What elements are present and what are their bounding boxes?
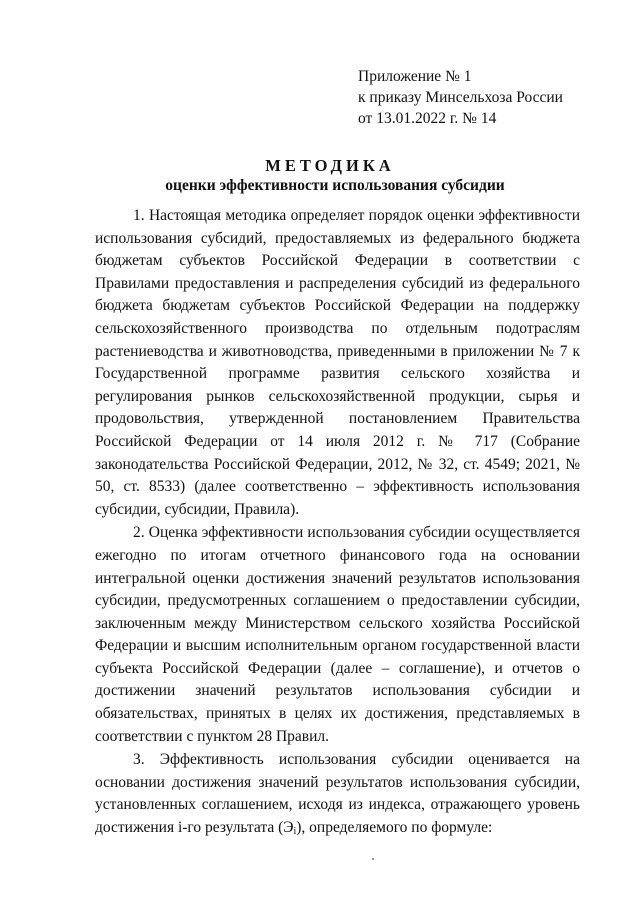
index-subscript: i <box>293 826 297 838</box>
scan-speck <box>372 858 374 860</box>
index-symbol: Э <box>283 819 294 837</box>
document-title: МЕТОДИКА <box>265 156 395 175</box>
paragraph-3-tail: ), определяемого по формуле: <box>296 819 493 837</box>
paragraph-1: 1. Настоящая методика определяет порядок оценки эффективности использования субсидий, предоставляемых из федерального бюджета бюджетам субъектов Российской Федерации в соответствии с Правилами предоставления и распределения субсидий из федерального бюджета бюджетам субъектов Российской Федерации на поддержку сельскохозяйственного производства по отдельным подотраслям растениеводства и животноводства, приведенными в приложении № 7 к Государственной программе развития сельского хозяйства и регулирования рынков сельскохозяйственной продукции, сырья и продовольствия, утвержденной постановлением Правительства Российской Федерации от 14 июля 2012 г. № 717 (Собрание законодательства Российской Федерации, 2012, № 32, ст. 4549; 2021, № 50, ст. 8533) (далее соответственно – эффективность использования субсидии, субсидии, Правила). <box>95 207 580 518</box>
document-body <box>95 205 580 844</box>
paragraph-3-text: 3. Эффективность использования субсидии оценивается на основании достижения значений результатов использования субсидии, установленных соглашением, исходя из индекса, отражающего уровень достижения i-го результата ( <box>95 751 580 837</box>
appendix-order-date: от 13.01.2022 г. № 14 <box>358 110 497 127</box>
appendix-header <box>358 66 618 129</box>
paragraph-3 <box>95 749 580 843</box>
appendix-order-reference: к приказу Минсельхоза России <box>358 89 563 106</box>
appendix-number: Приложение № 1 <box>358 68 472 85</box>
document-subtitle: оценки эффективности использования субсидии <box>165 177 505 194</box>
paragraph-2: 2. Оценка эффективности использования субсидии осуществляется ежегодно по итогам отчетного финансового года на основании интегральной оценки достижения значений результатов использования субсидии, предусмотренных соглашением о предоставлении субсидии, заключенным между Министерством сельского хозяйства Российской Федерации и высшим исполнительным органом государственной власти субъекта Российской Федерации (далее – соглашение), и отчетов о достижении значений результатов использования субсидии и обязательствах, принятых в целях их достижения, представляемых в соответствии с пунктом 28 Правил. <box>95 524 580 745</box>
